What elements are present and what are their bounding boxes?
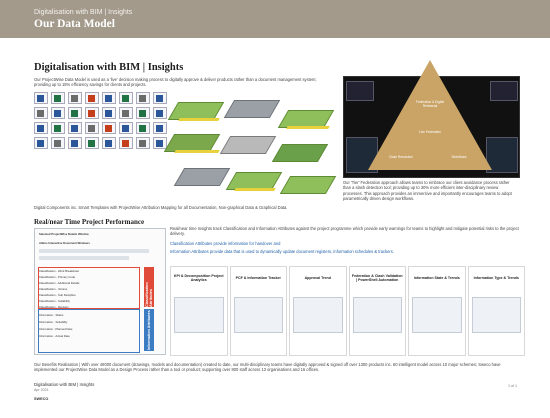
- model-bar: [174, 150, 220, 153]
- page-number: 1 of 1: [508, 384, 517, 388]
- drawing-doc-icon: [136, 137, 150, 149]
- dashboard-column: [230, 266, 288, 356]
- footer-doc-title: Digitalisation with BIM | Insights: [34, 382, 95, 387]
- classification-side-label: Classification Attributes: [144, 267, 154, 307]
- panel-field: Information - Suitability: [39, 320, 68, 324]
- section-intro: Our ProjectWise Data Model is used as a 'live' decision making process to digitally approve & deliver products rather than a document management system; providing up to 15% efficiency savings for clients and projects.: [34, 77, 317, 88]
- model-tile: [224, 100, 280, 118]
- excel-doc-icon: [136, 122, 150, 134]
- document-icon-grid: [34, 92, 162, 149]
- model-tile: [220, 136, 276, 154]
- drawing-doc-icon: [119, 107, 133, 119]
- column-title: Federation & Clash Validation | PowerShell Automation: [351, 273, 403, 282]
- model-tile: [272, 144, 328, 162]
- drawing-doc-icon: [136, 92, 150, 104]
- word-doc-icon: [102, 107, 116, 119]
- bim-model-thumbnails: [165, 96, 337, 196]
- drawing-doc-icon: [85, 122, 99, 134]
- panel-field: Classification - Primary Code: [39, 275, 76, 279]
- dashboard-column: [468, 266, 526, 356]
- footer-date: Apr 2021: [34, 388, 49, 392]
- column-title: Information State & Trends: [413, 275, 460, 280]
- components-caption: Digital Components inc. Smart Templates with ProjectWise Attribution Mapping for all Documentation, Non-graphical Data & Graphical Data.: [34, 205, 288, 210]
- dashboard-column: [408, 266, 466, 356]
- panel-field: Classification - Suitability: [39, 299, 70, 303]
- dashboard-column: [349, 266, 407, 356]
- panel-field: Information - Status: [39, 313, 64, 317]
- dashboard-thumbnail: [293, 297, 343, 333]
- excel-doc-icon: [136, 107, 150, 119]
- drawing-doc-icon: [51, 137, 65, 149]
- model-bar: [234, 188, 276, 191]
- panel-row: [39, 256, 129, 260]
- dashboard-column: [170, 266, 228, 356]
- panel-field: Classification - Revision: [39, 305, 69, 309]
- classification-note: Classification Attributes provide information for handover and: [170, 241, 281, 246]
- pdf-doc-icon: [102, 122, 116, 134]
- column-title: PCF & Information Tracker: [235, 275, 281, 280]
- word-doc-icon: [34, 122, 48, 134]
- panel-field: Classification - Work Breakdown: [39, 269, 80, 273]
- performance-intro: Real/near time Insights track Classification and Information Attributes against the project programme which provide early warnings for teams to highlight and mitigate potential risks to the project delivery.: [170, 226, 519, 237]
- panel-row: [39, 249, 149, 253]
- panel-field: Information - Actual Date: [39, 334, 70, 338]
- word-doc-icon: [68, 122, 82, 134]
- excel-doc-icon: [51, 92, 65, 104]
- page-title: Our Data Model: [34, 18, 115, 30]
- performance-heading: Real/near Time Project Performance: [34, 218, 145, 226]
- dashboard-column: [289, 266, 347, 356]
- pdf-doc-icon: [119, 137, 133, 149]
- model-tile: [174, 168, 230, 186]
- drawing-doc-icon: [34, 107, 48, 119]
- header-subtitle: Digitalisation with BIM | Insights: [34, 9, 133, 16]
- dashboard-thumbnail: [234, 297, 284, 333]
- model-tile: [280, 176, 336, 194]
- drawing-doc-icon: [68, 92, 82, 104]
- pyramid-label-top: Federation & Digital Rehearsal: [416, 100, 444, 108]
- benefits-text: Our Benefits Realisation | With over 48000 document (drawings, models and documentation) created to date, our multi-disciplinary teams have digitally approved & signed off over 1300 products inc. 60 intelligent model across 10 major schemes; Sweco have implemented our ProjectWise Data Model as a Design Process rather than a tool or product; supporting over 800 staff across 13 organisations and 16 offices.: [34, 362, 501, 373]
- pyramid-icon: [368, 60, 492, 170]
- word-doc-icon: [51, 107, 65, 119]
- panel-org: Atkins Interactive Document Windows: [39, 241, 90, 245]
- dashboard-columns: [170, 266, 525, 356]
- information-note: Information Attributes provide data that is used to dynamically update document registers, information schedules & trackers.: [170, 249, 394, 254]
- word-doc-icon: [68, 137, 82, 149]
- dashboard-thumbnail: [412, 297, 462, 333]
- pyramid-label-middle: Live Federation: [419, 130, 441, 134]
- dashboard-thumbnail: [472, 297, 522, 333]
- word-doc-icon: [34, 137, 48, 149]
- column-title: Approval Trend: [304, 275, 331, 280]
- column-title: KPI & Decomposition Project Analytics: [173, 273, 224, 282]
- panel-field: Information - Planned Date: [39, 327, 73, 331]
- word-doc-icon: [102, 92, 116, 104]
- excel-doc-icon: [68, 107, 82, 119]
- dashboard-thumbnail: [353, 297, 403, 333]
- word-doc-icon: [34, 92, 48, 104]
- pyramid-label-left: Clash Resolution: [388, 155, 414, 159]
- panel-window-title: Selected ProjectWise Details Window: [39, 232, 89, 236]
- excel-doc-icon: [119, 92, 133, 104]
- screen-thumbnail: [490, 81, 518, 101]
- model-bar: [286, 126, 330, 129]
- pyramid-label-right: Workflows: [451, 155, 467, 159]
- panel-field: Classification - Additional Details: [39, 281, 80, 285]
- classification-attributes-box: [38, 267, 140, 309]
- pdf-doc-icon: [85, 92, 99, 104]
- column-title: Information Type & Trends: [473, 275, 519, 280]
- model-bar: [178, 118, 220, 121]
- federation-text: Our 'Tier' Federation approach allows teams to embrace our client avoidance process rather than a slash detection tool; providing up to 30% more efficient inter-disciplinary review processes. This approach provides an immersive and importantly encourages teams to adopt parametrically driven design workflows.: [343, 180, 512, 202]
- section-heading: Digitalisation with BIM | Insights: [34, 62, 184, 73]
- information-attributes-box: [38, 309, 140, 353]
- information-side-label: Information Attributes: [144, 309, 154, 351]
- sweco-logo: SWECO: [34, 397, 49, 401]
- dashboard-thumbnail: [174, 297, 224, 333]
- word-doc-icon: [119, 122, 133, 134]
- excel-doc-icon: [51, 122, 65, 134]
- pdf-doc-icon: [85, 107, 99, 119]
- panel-field: Classification - Volume: [39, 287, 68, 291]
- excel-doc-icon: [85, 137, 99, 149]
- panel-field: Classification - Sub Discipline: [39, 293, 76, 297]
- word-doc-icon: [102, 137, 116, 149]
- header-band: [0, 0, 550, 38]
